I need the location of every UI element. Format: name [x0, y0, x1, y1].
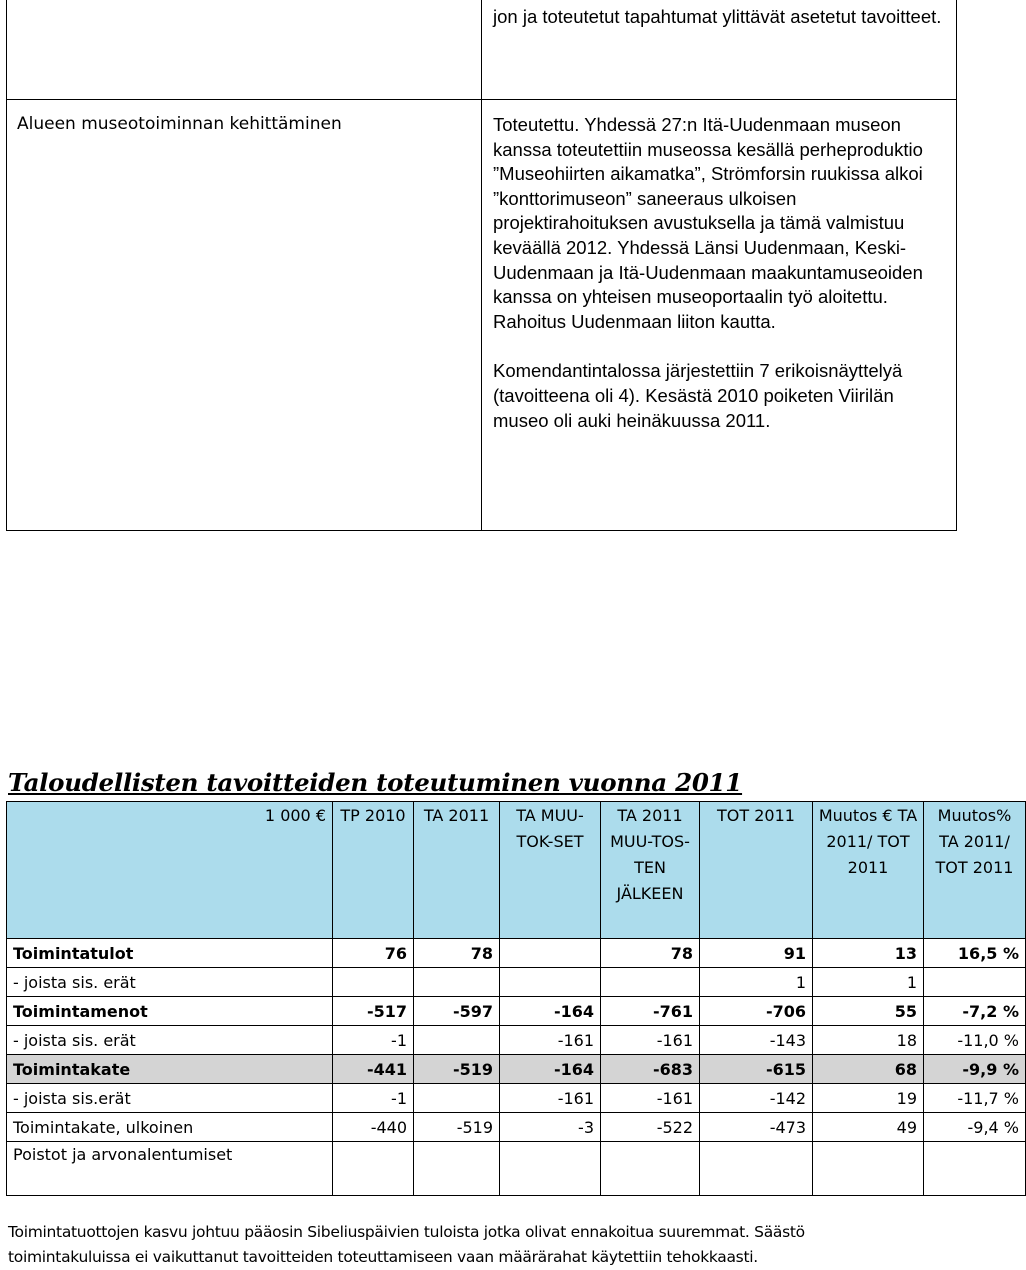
header-tp2010: TP 2010: [333, 802, 414, 939]
cell-ta-muutokset: [500, 939, 601, 968]
cell-ta2011: [414, 1026, 500, 1055]
cell-tot2011: [700, 1142, 813, 1196]
cell-ta2011: [414, 968, 500, 997]
cell-tot2011: 91: [700, 939, 813, 968]
cell-ta-muutokset: -164: [500, 997, 601, 1026]
cell-muutos-pct: [924, 968, 1026, 997]
cell-tp2010: -517: [333, 997, 414, 1026]
header-unit: 1 000 €: [7, 802, 333, 939]
cell-tot2011: -473: [700, 1113, 813, 1142]
cell-ta-muutokset: -161: [500, 1084, 601, 1113]
table-row: [7, 968, 1026, 997]
footnote: Toimintatuottojen kasvu johtuu pääosin Sibeliuspäivien tuloista jotka olivat ennakoitua suuremmat. Säästö toimintakuluissa ei vaikuttanut tavoitteiden toteuttamiseen vaan määrärahat käytettiin tehokkaasti.: [8, 1223, 805, 1266]
section-title: Taloudellisten tavoitteiden toteutuminen vuonna 2011: [8, 768, 743, 797]
goal-label-cell: [7, 0, 482, 100]
cell-muutos-pct: -9,9 %: [924, 1055, 1026, 1084]
cell-ta2011: [414, 1142, 500, 1196]
table-row: [7, 1142, 1026, 1196]
cell-tp2010: -1: [333, 1084, 414, 1113]
goal-result-cell: [482, 0, 957, 100]
row-label: Toimintamenot: [7, 997, 333, 1026]
cell-ta-after: [601, 968, 700, 997]
goals-row: [7, 0, 957, 100]
goals-row: [7, 100, 957, 531]
cell-muutos-pct: -11,0 %: [924, 1026, 1026, 1055]
cell-ta2011: -597: [414, 997, 500, 1026]
result-paragraph: jon ja toteutetut tapahtumat ylittävät asetetut tavoitteet.: [493, 6, 942, 27]
result-paragraph: Toteutettu. Yhdessä 27:n Itä-Uudenmaan museon kanssa toteutettiin museossa kesällä perheproduktio ”Museohiirten aikamatka”, Strömforsin ruukissa alkoi ”konttorimuseon” saneeraus ulkoisen projektirahoituksen avustuksella ja tämä valmistuu keväällä 2012. Yhdessä Länsi Uudenmaan, Keski-Uudenmaan ja Itä-Uudenmaan maakuntamuseoiden kanssa on yhteisen museoportaalin työ aloitettu. Rahoitus Uudenmaan liiton kautta.: [493, 114, 923, 332]
cell-tp2010: [333, 1142, 414, 1196]
cell-ta2011: -519: [414, 1113, 500, 1142]
header-ta-after-changes: TA 2011 MUU-TOS-TEN JÄLKEEN: [601, 802, 700, 939]
result-paragraph: Komendantintalossa järjestettiin 7 erikoisnäyttelyä (tavoitteena oli 4). Kesästä 2010 poiketen Viirilän museo oli auki heinäkuussa 2011.: [493, 360, 903, 431]
row-label: Poistot ja arvonalentumiset: [7, 1142, 333, 1196]
goals-table: [6, 0, 957, 531]
row-label: Toimintakate, ulkoinen: [7, 1113, 333, 1142]
cell-ta-after: -522: [601, 1113, 700, 1142]
financial-table: [6, 801, 1026, 1196]
row-label: Toimintatulot: [7, 939, 333, 968]
cell-muutos-eur: 19: [813, 1084, 924, 1113]
cell-muutos-eur: 55: [813, 997, 924, 1026]
row-label: - joista sis. erät: [7, 1026, 333, 1055]
goal-label: Alueen museotoiminnan kehittäminen: [17, 114, 342, 134]
goal-result-text: [482, 100, 956, 433]
cell-tp2010: -441: [333, 1055, 414, 1084]
cell-tp2010: -1: [333, 1026, 414, 1055]
table-row: [7, 1026, 1026, 1055]
cell-tot2011: -142: [700, 1084, 813, 1113]
cell-ta2011: -519: [414, 1055, 500, 1084]
header-muutos-pct: Muutos% TA 2011/ TOT 2011: [924, 802, 1026, 939]
header-tot2011: TOT 2011: [700, 802, 813, 939]
cell-tp2010: [333, 968, 414, 997]
goal-result-cell: [482, 100, 957, 531]
goal-label-cell: [7, 100, 482, 531]
cell-tot2011: -615: [700, 1055, 813, 1084]
table-header-row: [7, 802, 1026, 939]
cell-ta-muutokset: -3: [500, 1113, 601, 1142]
row-label: - joista sis. erät: [7, 968, 333, 997]
table-row: [7, 1113, 1026, 1142]
table-row: [7, 1055, 1026, 1084]
cell-muutos-eur: 18: [813, 1026, 924, 1055]
cell-tot2011: 1: [700, 968, 813, 997]
cell-tot2011: -143: [700, 1026, 813, 1055]
cell-tp2010: 76: [333, 939, 414, 968]
cell-muutos-eur: 1: [813, 968, 924, 997]
table-row: [7, 997, 1026, 1026]
cell-ta-muutokset: -164: [500, 1055, 601, 1084]
row-label: - joista sis.erät: [7, 1084, 333, 1113]
cell-muutos-pct: 16,5 %: [924, 939, 1026, 968]
cell-tot2011: -706: [700, 997, 813, 1026]
cell-ta-muutokset: [500, 968, 601, 997]
cell-ta-after: -683: [601, 1055, 700, 1084]
goal-label: [7, 0, 481, 13]
table-row: [7, 1084, 1026, 1113]
header-ta-muutokset: TA MUU-TOK-SET: [500, 802, 601, 939]
header-ta2011: TA 2011: [414, 802, 500, 939]
header-muutos-eur: Muutos € TA 2011/ TOT 2011: [813, 802, 924, 939]
cell-muutos-eur: 68: [813, 1055, 924, 1084]
cell-ta-after: -161: [601, 1026, 700, 1055]
cell-ta2011: 78: [414, 939, 500, 968]
cell-ta-after: -761: [601, 997, 700, 1026]
cell-muutos-eur: 49: [813, 1113, 924, 1142]
cell-muutos-eur: 13: [813, 939, 924, 968]
cell-ta-after: -161: [601, 1084, 700, 1113]
cell-ta-muutokset: -161: [500, 1026, 601, 1055]
row-label: Toimintakate: [7, 1055, 333, 1084]
table-row: [7, 939, 1026, 968]
cell-muutos-pct: [924, 1142, 1026, 1196]
cell-muutos-eur: [813, 1142, 924, 1196]
cell-muutos-pct: -7,2 %: [924, 997, 1026, 1026]
cell-ta-after: 78: [601, 939, 700, 968]
cell-ta-after: [601, 1142, 700, 1196]
cell-tp2010: -440: [333, 1113, 414, 1142]
goal-result-text: [482, 0, 956, 30]
cell-ta-muutokset: [500, 1142, 601, 1196]
cell-ta2011: [414, 1084, 500, 1113]
cell-muutos-pct: -11,7 %: [924, 1084, 1026, 1113]
cell-muutos-pct: -9,4 %: [924, 1113, 1026, 1142]
